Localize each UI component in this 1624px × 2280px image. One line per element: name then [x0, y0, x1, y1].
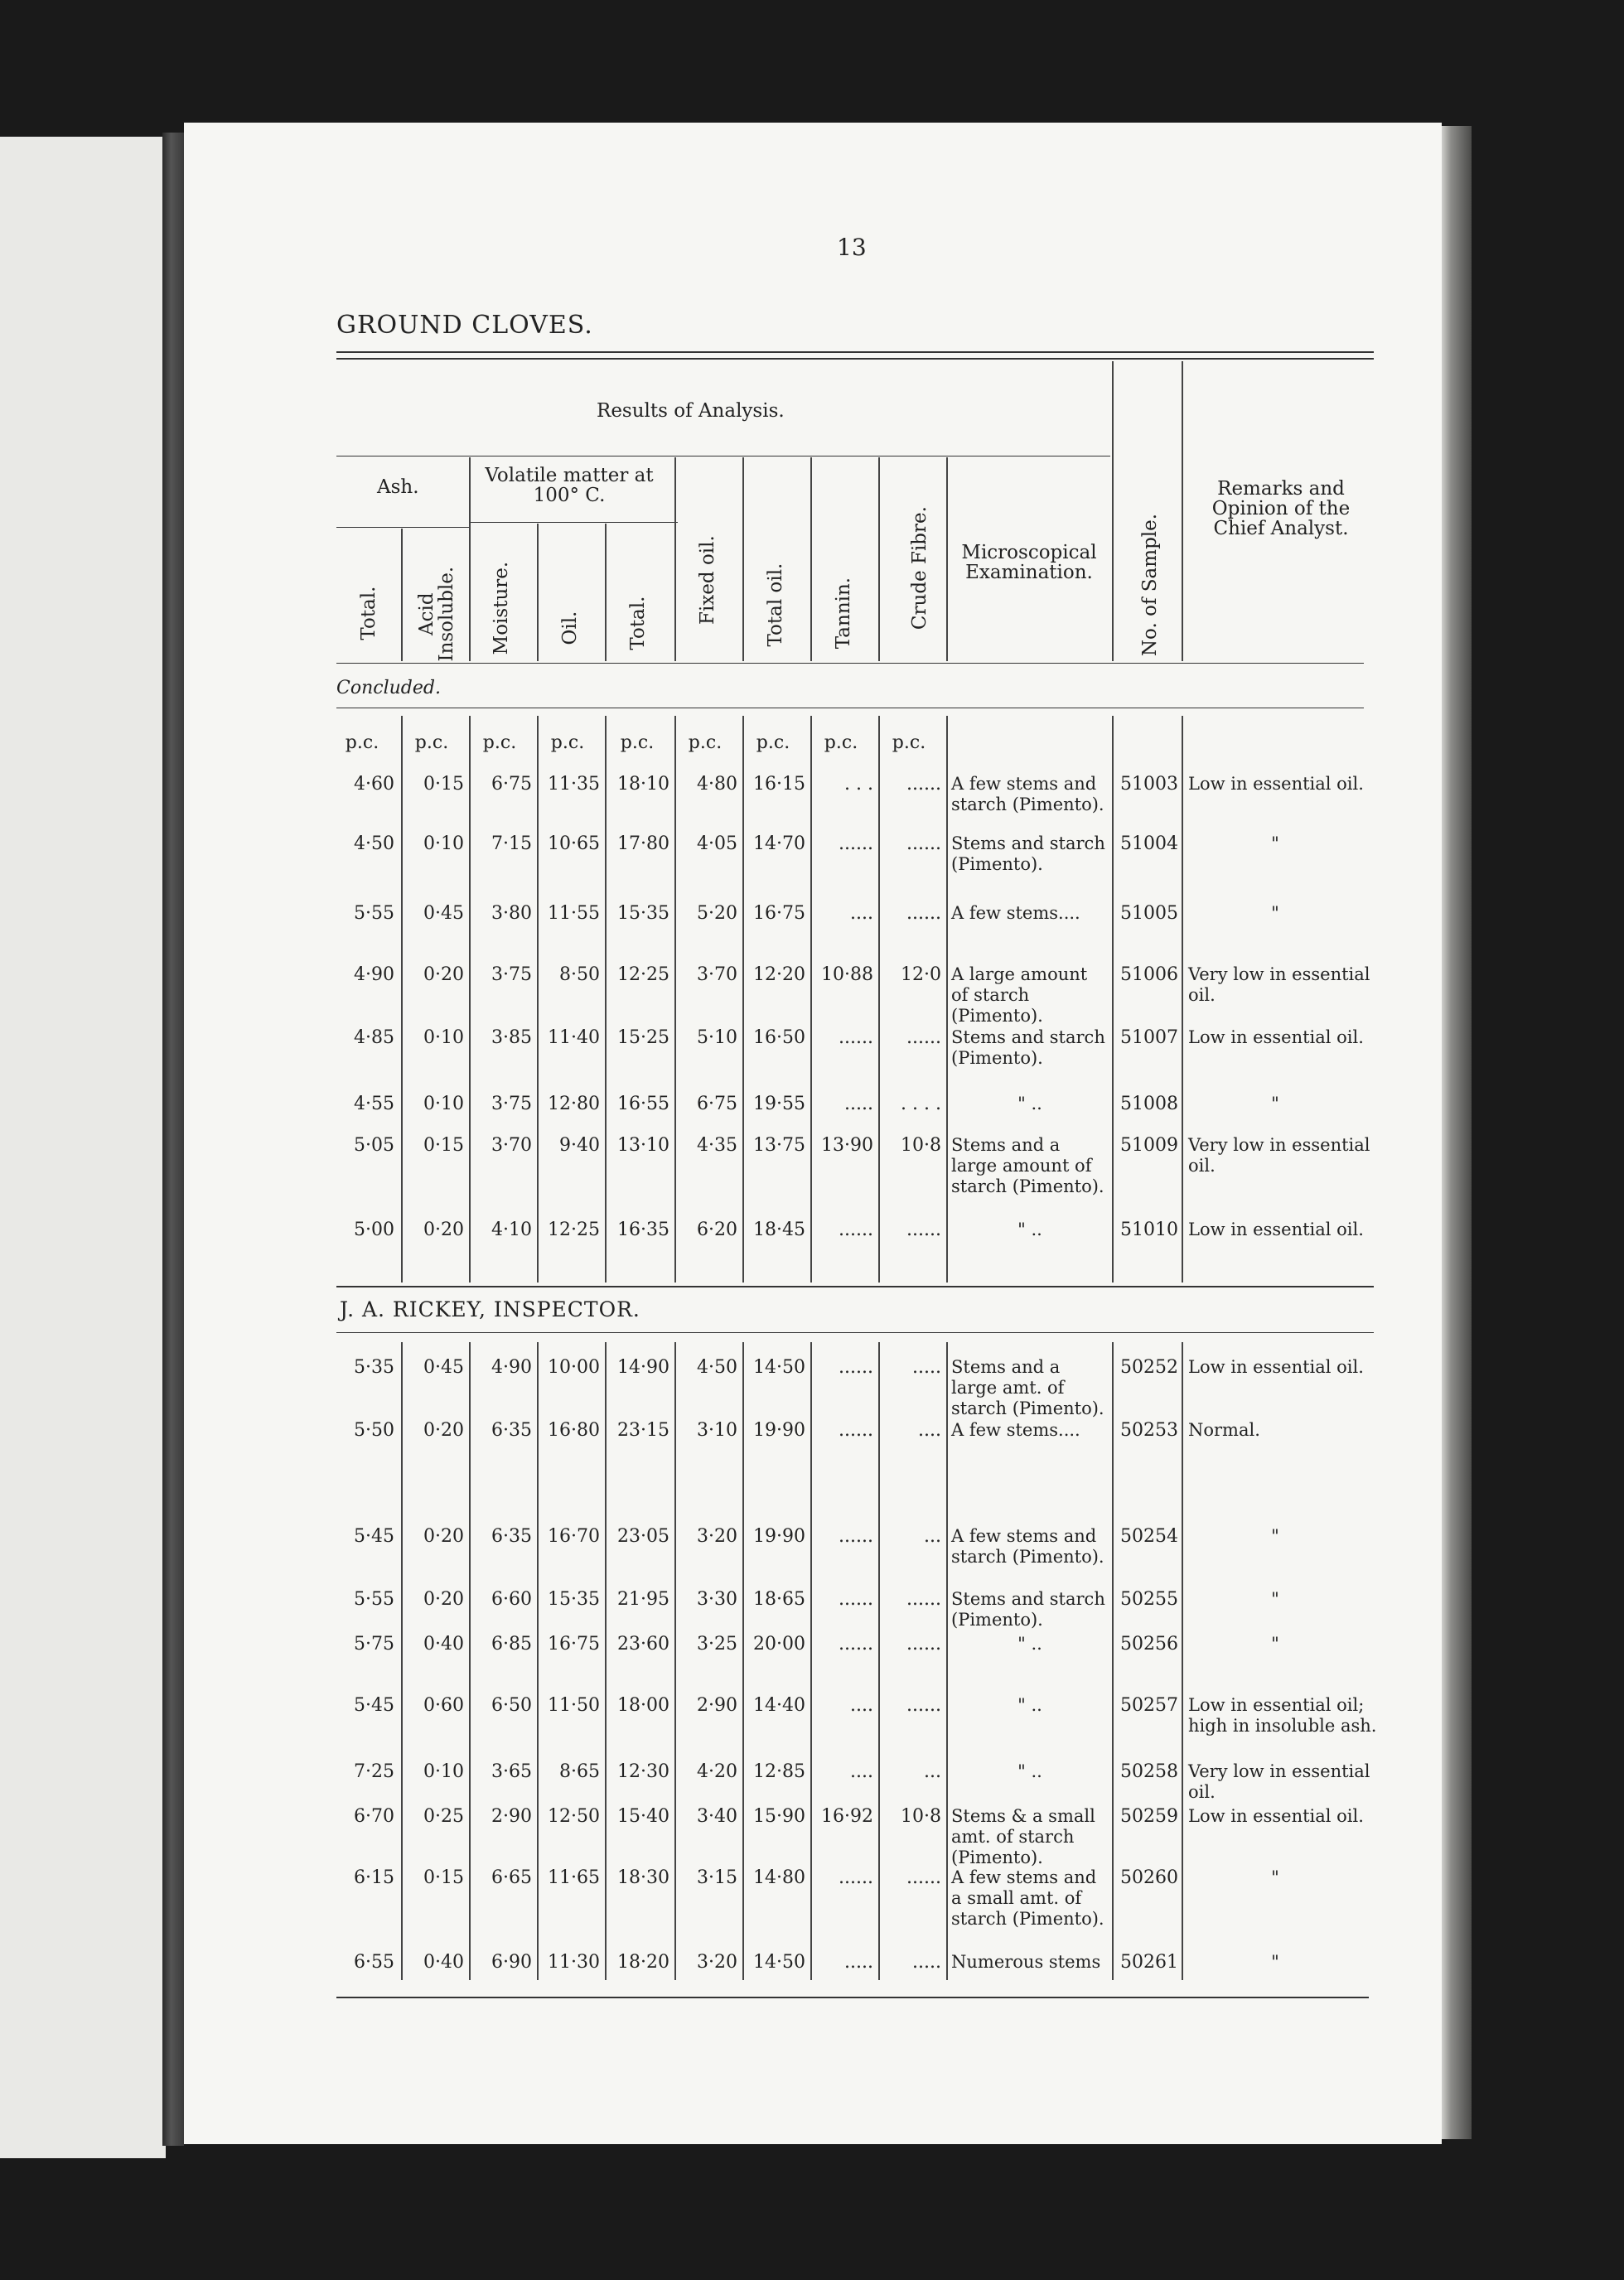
cell-fixed: 6·75 — [697, 1094, 737, 1114]
cell-toil: 14·50 — [753, 1357, 805, 1378]
cell-toil: 14·70 — [753, 833, 805, 854]
cell-ash-total: 6·55 — [354, 1952, 394, 1973]
microscopical-text: Numerous stems — [951, 1952, 1101, 1972]
vline-s1-10 — [1112, 716, 1114, 1282]
remark-text: Low in essential oil. — [1188, 1220, 1364, 1239]
sample-number: 50252 — [1120, 1357, 1178, 1378]
cell-fixed: 5·20 — [697, 903, 737, 924]
cell-tannin: .... — [850, 1761, 873, 1782]
cell-oil: 12·25 — [548, 1220, 600, 1240]
header-total-oil: Total oil. — [764, 563, 786, 647]
cell-toil: 16·75 — [753, 903, 805, 924]
cell-tannin: ...... — [839, 1357, 873, 1378]
cell-fixed: 3·25 — [697, 1634, 737, 1654]
cell-toil: 18·45 — [753, 1220, 805, 1240]
microscopical-text: A few stems and starch (Pimento). — [951, 774, 1104, 815]
cell-toil: 12·20 — [753, 964, 805, 985]
microscopical-text: " .. — [1017, 1695, 1042, 1715]
cell-tannin: ..... — [844, 1094, 873, 1114]
unit-label: p.c. — [892, 732, 926, 753]
unit-label: p.c. — [482, 732, 517, 753]
header-ash: Ash. — [377, 476, 419, 498]
header-moisture: Moisture. — [490, 561, 512, 655]
cell-moist: 3·70 — [491, 1135, 532, 1156]
cell-moist: 6·75 — [491, 774, 532, 795]
cell-acid: 0·10 — [423, 1761, 464, 1782]
cell-vtotal: 13·10 — [617, 1135, 669, 1156]
vline-s2-3 — [537, 1342, 539, 1980]
cell-tannin: ...... — [839, 1220, 873, 1240]
cell-oil: 8·65 — [559, 1761, 600, 1782]
cell-moist: 6·90 — [491, 1952, 532, 1973]
cell-moist: 3·75 — [491, 964, 532, 985]
cell-fixed: 6·20 — [697, 1220, 737, 1240]
sample-number: 50254 — [1120, 1526, 1178, 1547]
page-number: 13 — [837, 234, 867, 261]
remark-text: " — [1271, 833, 1279, 853]
vline-s2-7 — [810, 1342, 812, 1980]
remark-text: Normal. — [1188, 1420, 1260, 1440]
header-acid-insoluble: Acid Insoluble. — [415, 566, 457, 662]
cell-ash-total: 5·75 — [354, 1634, 394, 1654]
microscopical-text: A few stems.... — [951, 1420, 1080, 1440]
vline-h5 — [674, 457, 676, 661]
cell-acid: 0·15 — [423, 774, 464, 795]
inspector-heading: J. A. RICKEY, INSPECTOR. — [340, 1297, 640, 1321]
cell-vtotal: 21·95 — [617, 1589, 669, 1610]
cell-acid: 0·20 — [423, 1589, 464, 1610]
vline-s1-5 — [674, 716, 676, 1282]
vline-h3 — [537, 524, 539, 661]
cell-fixed: 3·30 — [697, 1589, 737, 1610]
cell-vtotal: 23·05 — [617, 1526, 669, 1547]
cell-fibre: 12·0 — [901, 964, 941, 985]
cell-oil: 16·70 — [548, 1526, 600, 1547]
remark-text: " — [1271, 1867, 1279, 1887]
cell-ash-total: 5·00 — [354, 1220, 394, 1240]
rule-top-1 — [336, 351, 1374, 353]
cell-acid: 0·40 — [423, 1634, 464, 1654]
cell-oil: 11·40 — [548, 1027, 600, 1048]
vline-h9 — [946, 457, 948, 661]
microscopical-text: " .. — [1017, 1220, 1042, 1239]
cell-fixed: 3·20 — [697, 1952, 737, 1973]
remark-text: " — [1271, 1589, 1279, 1609]
cell-tannin: ...... — [839, 1634, 873, 1654]
microscopical-text: A large amount of starch (Pimento). — [951, 964, 1088, 1026]
cell-acid: 0·25 — [423, 1806, 464, 1827]
vline-h2 — [469, 457, 471, 661]
microscopical-text: Stems & a small amt. of starch (Pimento). — [951, 1806, 1095, 1868]
cell-vtotal: 15·40 — [617, 1806, 669, 1827]
cell-tannin: ...... — [839, 1589, 873, 1610]
vline-s2-8 — [878, 1342, 880, 1980]
sample-number: 51009 — [1120, 1135, 1178, 1156]
sample-number: 51010 — [1120, 1220, 1178, 1240]
sample-number: 50255 — [1120, 1589, 1178, 1610]
remark-text: " — [1271, 1634, 1279, 1654]
left-page — [0, 137, 166, 2158]
vline-h11 — [1182, 361, 1183, 661]
microscopical-text: A few stems and a small amt. of starch (Pimento). — [951, 1867, 1104, 1930]
vline-s2-11 — [1182, 1342, 1183, 1980]
remark-text: " — [1271, 903, 1279, 923]
vline-s2-4 — [605, 1342, 607, 1980]
cell-fixed: 3·40 — [697, 1806, 737, 1827]
cell-fibre: .... — [918, 1420, 941, 1441]
cell-oil: 11·65 — [548, 1867, 600, 1888]
microscopical-text: Stems and starch (Pimento). — [951, 833, 1105, 875]
cell-tannin: 16·92 — [821, 1806, 873, 1827]
cell-vtotal: 18·00 — [617, 1695, 669, 1716]
cell-fibre: ...... — [906, 833, 941, 854]
vline-h8 — [878, 457, 880, 661]
cell-fibre: ...... — [906, 1027, 941, 1048]
cell-tannin: .... — [850, 903, 873, 924]
cell-toil: 19·90 — [753, 1526, 805, 1547]
vline-s2-6 — [742, 1342, 744, 1980]
cell-tannin: .... — [850, 1695, 873, 1716]
cell-vtotal: 18·20 — [617, 1952, 669, 1973]
cell-fixed: 4·35 — [697, 1135, 737, 1156]
cell-moist: 3·80 — [491, 903, 532, 924]
header-fixed-oil: Fixed oil. — [696, 535, 718, 625]
cell-fibre: 10·8 — [901, 1135, 941, 1156]
vline-s1-11 — [1182, 716, 1183, 1282]
cell-moist: 4·90 — [491, 1357, 532, 1378]
cell-fixed: 3·15 — [697, 1867, 737, 1888]
unit-label: p.c. — [550, 732, 585, 753]
cell-tannin: ...... — [839, 1027, 873, 1048]
cell-vtotal: 16·35 — [617, 1220, 669, 1240]
cell-fibre: ... — [924, 1526, 941, 1547]
rule-header-bottom — [336, 663, 1364, 664]
cell-fixed: 3·10 — [697, 1420, 737, 1441]
cell-fixed: 3·70 — [697, 964, 737, 985]
vline-h7 — [810, 457, 812, 661]
rule-ash — [336, 527, 469, 528]
cell-toil: 16·15 — [753, 774, 805, 795]
cell-oil: 10·65 — [548, 833, 600, 854]
microscopical-text: " .. — [1017, 1761, 1042, 1781]
cell-toil: 14·40 — [753, 1695, 805, 1716]
vline-s1-8 — [878, 716, 880, 1282]
cell-fixed: 3·20 — [697, 1526, 737, 1547]
header-remarks: Remarks and Opinion of the Chief Analyst. — [1211, 478, 1351, 540]
sample-number: 51005 — [1120, 903, 1178, 924]
cell-ash-total: 5·45 — [354, 1526, 394, 1547]
cell-fixed: 2·90 — [697, 1695, 737, 1716]
cell-tannin: ...... — [839, 1526, 873, 1547]
vline-s1-1 — [401, 716, 403, 1282]
cell-oil: 11·50 — [548, 1695, 600, 1716]
cell-acid: 0·60 — [423, 1695, 464, 1716]
vline-h10 — [1112, 361, 1114, 661]
sample-number: 50253 — [1120, 1420, 1178, 1441]
sample-number: 50256 — [1120, 1634, 1178, 1654]
header-microscopical: Microscopical Examination. — [961, 542, 1097, 584]
rule-volatile — [471, 522, 678, 523]
cell-fibre: ..... — [912, 1357, 941, 1378]
cell-acid: 0·10 — [423, 833, 464, 854]
cell-moist: 6·85 — [491, 1634, 532, 1654]
cell-ash-total: 4·85 — [354, 1027, 394, 1048]
sample-number: 51008 — [1120, 1094, 1178, 1114]
sample-number: 51006 — [1120, 964, 1178, 985]
cell-ash-total: 6·70 — [354, 1806, 394, 1827]
cell-fixed: 5·10 — [697, 1027, 737, 1048]
cell-acid: 0·10 — [423, 1094, 464, 1114]
cell-moist: 6·50 — [491, 1695, 532, 1716]
cell-oil: 11·35 — [548, 774, 600, 795]
cell-tannin: ..... — [844, 1952, 873, 1973]
rule-bottom — [336, 1997, 1369, 1998]
cell-moist: 2·90 — [491, 1806, 532, 1827]
sample-number: 50261 — [1120, 1952, 1178, 1973]
cell-fibre: ...... — [906, 903, 941, 924]
cell-vtotal: 14·90 — [617, 1357, 669, 1378]
remark-text: Low in essential oil. — [1188, 774, 1364, 794]
header-tannin: Tannin. — [832, 577, 854, 650]
cell-oil: 12·50 — [548, 1806, 600, 1827]
sample-number: 50260 — [1120, 1867, 1178, 1888]
cell-ash-total: 7·25 — [354, 1761, 394, 1782]
cell-oil: 15·35 — [548, 1589, 600, 1610]
concluded-label: Concluded. — [336, 678, 441, 698]
remark-text: " — [1271, 1952, 1279, 1972]
remark-text: Low in essential oil. — [1188, 1806, 1364, 1826]
cell-ash-total: 5·05 — [354, 1135, 394, 1156]
microscopical-text: " .. — [1017, 1634, 1042, 1654]
cell-ash-total: 4·55 — [354, 1094, 394, 1114]
sample-number: 50257 — [1120, 1695, 1178, 1716]
cell-oil: 16·80 — [548, 1420, 600, 1441]
header-oil: Oil. — [558, 611, 581, 645]
cell-acid: 0·10 — [423, 1027, 464, 1048]
microscopical-text: A few stems and starch (Pimento). — [951, 1526, 1104, 1568]
cell-vtotal: 23·15 — [617, 1420, 669, 1441]
cell-fibre: ...... — [906, 1867, 941, 1888]
vline-s2-9 — [946, 1342, 948, 1980]
page-edge — [1442, 126, 1472, 2139]
sample-number: 50259 — [1120, 1806, 1178, 1827]
header-ash-total: Total. — [357, 586, 379, 640]
book-spine — [162, 133, 184, 2146]
unit-label: p.c. — [824, 732, 858, 753]
sample-number: 51003 — [1120, 774, 1178, 795]
cell-acid: 0·20 — [423, 964, 464, 985]
cell-vtotal: 17·80 — [617, 833, 669, 854]
unit-label: p.c. — [414, 732, 449, 753]
cell-fixed: 4·80 — [697, 774, 737, 795]
vline-s1-3 — [537, 716, 539, 1282]
cell-moist: 6·65 — [491, 1867, 532, 1888]
cell-moist: 6·60 — [491, 1589, 532, 1610]
cell-moist: 3·75 — [491, 1094, 532, 1114]
vline-s1-4 — [605, 716, 607, 1282]
cell-toil: 12·85 — [753, 1761, 805, 1782]
cell-toil: 18·65 — [753, 1589, 805, 1610]
microscopical-text: Stems and starch (Pimento). — [951, 1589, 1105, 1630]
cell-oil: 10·00 — [548, 1357, 600, 1378]
vline-s2-1 — [401, 1342, 403, 1980]
cell-moist: 3·65 — [491, 1761, 532, 1782]
remark-text: Very low in essential oil. — [1188, 1761, 1370, 1803]
cell-fixed: 4·20 — [697, 1761, 737, 1782]
cell-acid: 0·45 — [423, 1357, 464, 1378]
cell-moist: 3·85 — [491, 1027, 532, 1048]
vline-s2-10 — [1112, 1342, 1114, 1980]
cell-vtotal: 23·60 — [617, 1634, 669, 1654]
remark-text: Low in essential oil; high in insoluble ash. — [1188, 1695, 1377, 1737]
vline-s2-2 — [469, 1342, 471, 1980]
vline-s1-6 — [742, 716, 744, 1282]
cell-moist: 7·15 — [491, 833, 532, 854]
cell-fibre: . . . . — [901, 1094, 941, 1114]
cell-acid: 0·45 — [423, 903, 464, 924]
vline-h4 — [605, 524, 607, 661]
cell-toil: 20·00 — [753, 1634, 805, 1654]
cell-toil: 19·90 — [753, 1420, 805, 1441]
microscopical-text: A few stems.... — [951, 903, 1080, 923]
vline-s1-9 — [946, 716, 948, 1282]
cell-moist: 4·10 — [491, 1220, 532, 1240]
microscopical-text: Stems and a large amount of starch (Pimento). — [951, 1135, 1104, 1197]
cell-oil: 11·55 — [548, 903, 600, 924]
remark-text: Very low in essential oil. — [1188, 964, 1370, 1006]
unit-label: p.c. — [756, 732, 790, 753]
microscopical-text: Stems and a large amt. of starch (Pimento). — [951, 1357, 1104, 1419]
cell-vtotal: 16·55 — [617, 1094, 669, 1114]
page — [184, 123, 1442, 2144]
sample-number: 50258 — [1120, 1761, 1178, 1782]
page-title: GROUND CLOVES. — [336, 311, 593, 340]
cell-ash-total: 5·35 — [354, 1357, 394, 1378]
unit-label: p.c. — [620, 732, 655, 753]
remark-text: Low in essential oil. — [1188, 1357, 1364, 1377]
sample-number: 51007 — [1120, 1027, 1178, 1048]
cell-fixed: 4·05 — [697, 833, 737, 854]
rule-top-2 — [336, 358, 1374, 360]
cell-moist: 6·35 — [491, 1420, 532, 1441]
cell-acid: 0·15 — [423, 1135, 464, 1156]
cell-acid: 0·20 — [423, 1220, 464, 1240]
remark-text: " — [1271, 1526, 1279, 1546]
cell-tannin: ...... — [839, 833, 873, 854]
microscopical-text: Stems and starch (Pimento). — [951, 1027, 1105, 1069]
cell-tannin: ...... — [839, 1420, 873, 1441]
cell-ash-total: 5·55 — [354, 903, 394, 924]
cell-vtotal: 12·30 — [617, 1761, 669, 1782]
header-vol-total: Total. — [626, 596, 649, 650]
vline-s2-5 — [674, 1342, 676, 1980]
cell-vtotal: 18·30 — [617, 1867, 669, 1888]
cell-ash-total: 4·90 — [354, 964, 394, 985]
cell-tannin: . . . — [844, 774, 873, 795]
cell-ash-total: 5·45 — [354, 1695, 394, 1716]
cell-ash-total: 4·60 — [354, 774, 394, 795]
header-volatile: Volatile matter at 100° C. — [485, 465, 654, 507]
sample-number: 51004 — [1120, 833, 1178, 854]
cell-ash-total: 4·50 — [354, 833, 394, 854]
remark-text: Very low in essential oil. — [1188, 1135, 1370, 1176]
cell-acid: 0·40 — [423, 1952, 464, 1973]
cell-toil: 19·55 — [753, 1094, 805, 1114]
header-sample-no: No. of Sample. — [1138, 513, 1161, 657]
cell-oil: 8·50 — [559, 964, 600, 985]
cell-toil: 13·75 — [753, 1135, 805, 1156]
header-results: Results of Analysis. — [597, 400, 785, 422]
cell-toil: 14·50 — [753, 1952, 805, 1973]
cell-vtotal: 18·10 — [617, 774, 669, 795]
vline-s1-7 — [810, 716, 812, 1282]
cell-vtotal: 12·25 — [617, 964, 669, 985]
cell-oil: 11·30 — [548, 1952, 600, 1973]
unit-label: p.c. — [345, 732, 379, 753]
cell-toil: 15·90 — [753, 1806, 805, 1827]
microscopical-text: " .. — [1017, 1094, 1042, 1113]
cell-vtotal: 15·25 — [617, 1027, 669, 1048]
rule-inspector — [336, 1332, 1374, 1333]
cell-toil: 16·50 — [753, 1027, 805, 1048]
cell-oil: 16·75 — [548, 1634, 600, 1654]
cell-fibre: ..... — [912, 1952, 941, 1973]
cell-fibre: ...... — [906, 1220, 941, 1240]
cell-fibre: ... — [924, 1761, 941, 1782]
cell-ash-total: 5·55 — [354, 1589, 394, 1610]
cell-oil: 9·40 — [559, 1135, 600, 1156]
remark-text: Low in essential oil. — [1188, 1027, 1364, 1047]
vline-h1 — [401, 529, 403, 661]
cell-ash-total: 6·15 — [354, 1867, 394, 1888]
unit-label: p.c. — [688, 732, 723, 753]
vline-h6 — [742, 457, 744, 661]
cell-fibre: ...... — [906, 1589, 941, 1610]
rule-sec1-bottom — [336, 1286, 1374, 1287]
cell-fibre: 10·8 — [901, 1806, 941, 1827]
cell-toil: 14·80 — [753, 1867, 805, 1888]
cell-tannin: ...... — [839, 1867, 873, 1888]
cell-fibre: ...... — [906, 774, 941, 795]
cell-fibre: ...... — [906, 1634, 941, 1654]
cell-tannin: 10·88 — [821, 964, 873, 985]
cell-acid: 0·20 — [423, 1526, 464, 1547]
cell-fibre: ...... — [906, 1695, 941, 1716]
remark-text: " — [1271, 1094, 1279, 1113]
cell-acid: 0·20 — [423, 1420, 464, 1441]
header-crude-fibre: Crude Fibre. — [908, 506, 930, 630]
cell-tannin: 13·90 — [821, 1135, 873, 1156]
cell-moist: 6·35 — [491, 1526, 532, 1547]
cell-fixed: 4·50 — [697, 1357, 737, 1378]
cell-acid: 0·15 — [423, 1867, 464, 1888]
vline-s1-2 — [469, 716, 471, 1282]
cell-ash-total: 5·50 — [354, 1420, 394, 1441]
cell-oil: 12·80 — [548, 1094, 600, 1114]
cell-vtotal: 15·35 — [617, 903, 669, 924]
